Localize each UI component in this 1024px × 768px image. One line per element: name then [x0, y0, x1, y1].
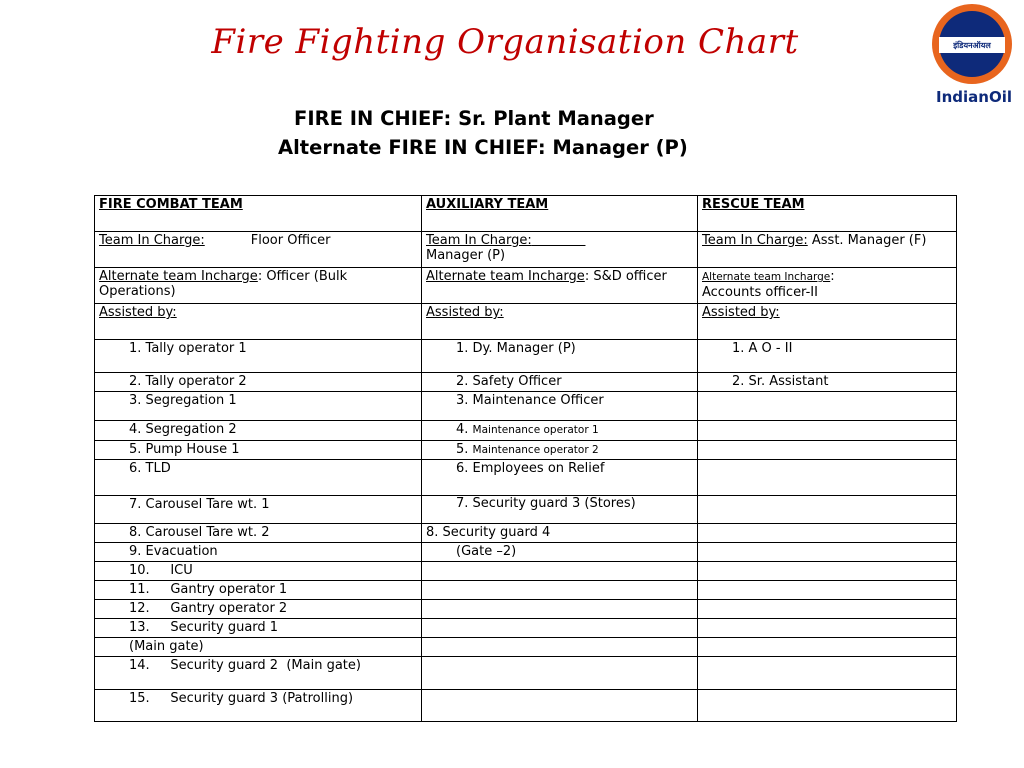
auxiliary-empty	[422, 638, 698, 657]
rescue-empty	[698, 441, 957, 460]
incharge-label: Team In Charge:	[426, 233, 532, 248]
combat-item: 6. TLD	[95, 460, 422, 496]
combat-item: 2. Tally operator 2	[95, 373, 422, 392]
table-row	[95, 460, 957, 496]
combat-item: 5. Pump House 1	[95, 441, 422, 460]
table-row	[95, 373, 957, 392]
combat-item: 15. Security guard 3 (Patrolling)	[95, 690, 422, 722]
combat-incharge	[95, 232, 422, 268]
table-row	[95, 600, 957, 619]
page-title: Fire Fighting Organisation Chart	[211, 22, 799, 62]
incharge-label: Team In Charge:	[702, 233, 808, 248]
header-fire-combat-team: FIRE COMBAT TEAM	[95, 196, 422, 232]
auxiliary-item: 7. Security guard 3 (Stores)	[422, 496, 698, 524]
combat-item: 1. Tally operator 1	[95, 340, 422, 373]
header-rescue-team: RESCUE TEAM	[698, 196, 957, 232]
rescue-item: 2. Sr. Assistant	[698, 373, 957, 392]
table-row	[95, 392, 957, 421]
alternate-label: Alternate team Incharge	[426, 269, 585, 284]
alternate-label: Alternate team Incharge	[99, 269, 258, 284]
table-row	[95, 638, 957, 657]
auxiliary-item: 6. Employees on Relief	[422, 460, 698, 496]
auxiliary-incharge-value: Manager (P)	[426, 248, 506, 263]
rescue-empty	[698, 460, 957, 496]
table-header-row	[95, 196, 957, 232]
auxiliary-item: 2. Safety Officer	[422, 373, 698, 392]
combat-item: 9. Evacuation	[95, 543, 422, 562]
auxiliary-item: 1. Dy. Manager (P)	[422, 340, 698, 373]
auxiliary-item: 4. Maintenance operator 1	[422, 421, 698, 441]
auxiliary-incharge	[422, 232, 698, 268]
auxiliary-alternate-value: : S&D officer	[584, 269, 667, 284]
logo-hindi-text: इंडियनऑयल	[939, 37, 1005, 53]
combat-item: 14. Security guard 2 (Main gate)	[95, 657, 422, 690]
rescue-assisted-label: Assisted by:	[698, 304, 957, 340]
auxiliary-item: 8. Security guard 4	[422, 524, 698, 543]
assisted-row	[95, 304, 957, 340]
auxiliary-alternate	[422, 268, 698, 304]
auxiliary-item: 5. Maintenance operator 2	[422, 441, 698, 460]
combat-incharge-value: Floor Officer	[250, 233, 331, 248]
rescue-empty	[698, 600, 957, 619]
combat-item: 10. ICU	[95, 562, 422, 581]
table-row	[95, 340, 957, 373]
table-row	[95, 441, 957, 460]
logo-name: IndianOil	[936, 88, 1012, 106]
combat-item: 12. Gantry operator 2	[95, 600, 422, 619]
table-row	[95, 690, 957, 722]
rescue-alternate: Alternate team Incharge: Accounts officer-II	[698, 268, 957, 304]
rescue-empty	[698, 543, 957, 562]
rescue-incharge	[698, 232, 957, 268]
table-row	[95, 496, 957, 524]
indianoil-logo	[928, 4, 1020, 106]
auxiliary-item: 3. Maintenance Officer	[422, 392, 698, 421]
combat-item: (Main gate)	[95, 638, 422, 657]
rescue-empty	[698, 496, 957, 524]
table-row	[95, 581, 957, 600]
header-auxiliary-team: AUXILIARY TEAM	[422, 196, 698, 232]
alternate-row	[95, 268, 957, 304]
auxiliary-empty	[422, 562, 698, 581]
incharge-row	[95, 232, 957, 268]
incharge-label: Team In Charge:	[99, 233, 205, 248]
auxiliary-assisted-label: Assisted by:	[422, 304, 698, 340]
logo-ring	[932, 4, 1012, 84]
auxiliary-item: (Gate –2)	[422, 543, 698, 562]
combat-alternate	[95, 268, 422, 304]
combat-item: 13. Security guard 1	[95, 619, 422, 638]
alternate-fire-in-chief: Alternate FIRE IN CHIEF: Manager (P)	[278, 136, 688, 159]
rescue-empty	[698, 690, 957, 722]
alternate-label: Alternate team Incharge	[702, 271, 831, 283]
combat-alternate-value: : Officer (Bulk Operations)	[99, 269, 348, 299]
combat-item: 11. Gantry operator 1	[95, 581, 422, 600]
organisation-table	[94, 195, 957, 722]
rescue-empty	[698, 421, 957, 441]
rescue-empty	[698, 581, 957, 600]
auxiliary-empty	[422, 657, 698, 690]
rescue-empty	[698, 619, 957, 638]
auxiliary-empty	[422, 619, 698, 638]
rescue-empty	[698, 638, 957, 657]
rescue-empty	[698, 524, 957, 543]
rescue-empty	[698, 657, 957, 690]
rescue-incharge-value: Asst. Manager (F)	[811, 233, 927, 248]
table-row	[95, 524, 957, 543]
auxiliary-empty	[422, 600, 698, 619]
combat-item: 4. Segregation 2	[95, 421, 422, 441]
combat-item: 3. Segregation 1	[95, 392, 422, 421]
table-row	[95, 562, 957, 581]
auxiliary-empty	[422, 690, 698, 722]
rescue-empty	[698, 562, 957, 581]
table-row	[95, 421, 957, 441]
combat-assisted-label: Assisted by:	[95, 304, 422, 340]
auxiliary-empty	[422, 581, 698, 600]
table-row	[95, 543, 957, 562]
combat-item: 8. Carousel Tare wt. 2	[95, 524, 422, 543]
logo-center	[939, 11, 1005, 77]
combat-item: 7. Carousel Tare wt. 1	[95, 496, 422, 524]
rescue-empty	[698, 392, 957, 421]
table-row	[95, 619, 957, 638]
fire-in-chief: FIRE IN CHIEF: Sr. Plant Manager	[294, 107, 654, 130]
table-row	[95, 657, 957, 690]
rescue-item: 1. A O - II	[698, 340, 957, 373]
rescue-alternate-value: Accounts officer-II	[702, 285, 818, 300]
